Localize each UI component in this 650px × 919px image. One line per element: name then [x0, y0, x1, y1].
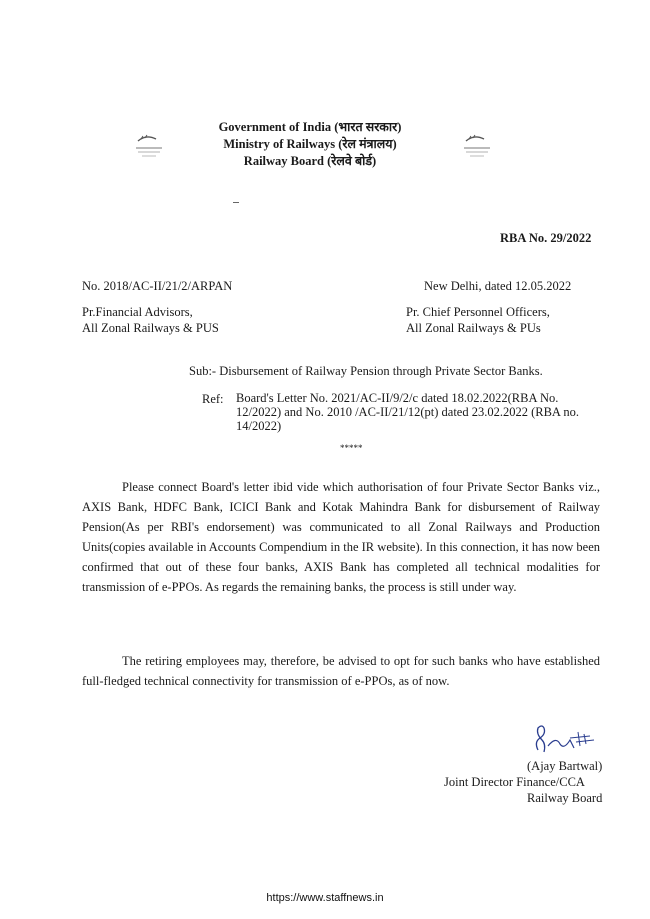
addressee-left-line: Pr.Financial Advisors, [82, 305, 193, 319]
letterhead [200, 119, 420, 170]
addressee-right-line: All Zonal Railways & PUs [406, 321, 541, 335]
place-date: New Delhi, dated 12.05.2022 [424, 279, 572, 293]
reference-text: Board's Letter No. 2021/AC-II/9/2/c dated 18.02.2022(RBA No. 12/2022) and No. 2010 /AC-II/21/12(pt) dated 23.02.2022 (RBA no. 14/2022) [236, 391, 580, 433]
signatory-designation: Joint Director Finance/CCA [444, 775, 585, 789]
letter-number: No. 2018/AC-II/21/2/ARPAN [82, 279, 233, 293]
rba-number: RBA No. 29/2022 [500, 231, 592, 245]
letterhead-government: Government of India (भारत सरकार) [218, 120, 402, 134]
letterhead-ministry: Ministry of Railways (रेल मंत्रालय) [223, 137, 397, 151]
letterhead-board: Railway Board (रेलवे बोर्ड) [243, 154, 377, 168]
signatory-name: (Ajay Bartwal) [527, 759, 603, 773]
subject-line: Sub:- Disbursement of Railway Pension through Private Sector Banks. [189, 364, 543, 378]
stray-mark [233, 202, 239, 203]
addressee-right-line: Pr. Chief Personnel Officers, [406, 305, 550, 319]
indian-railways-logo-icon [460, 132, 494, 162]
body-paragraph: Please connect Board's letter ibid vide which authorisation of four Private Sector Banks viz., AXIS Bank, HDFC Bank, ICICI Bank and Kotak Mahindra Bank for disbursement of Railway Pension(As per RBI's endorsement) was communicated to all Zonal Railways and Production Units(copies available in Accounts Compendium in the IR website). In this connection, it has now been confirmed that out of these four banks, AXIS Bank has completed all technical modalities for transmission of e-PPOs. As regards the remaining banks, the process is still under way. [82, 480, 600, 594]
addressee-left [82, 304, 219, 336]
footer-url: https://www.staffnews.in [266, 892, 384, 904]
handwritten-signature-icon [530, 722, 600, 763]
separator-stars: ***** [340, 443, 363, 453]
addressee-right [406, 304, 550, 336]
addressee-left-line: All Zonal Railways & PUS [82, 321, 219, 335]
signatory-office: Railway Board [527, 791, 603, 805]
reference-label: Ref: [202, 392, 224, 406]
indian-railways-logo-icon [132, 132, 166, 162]
body-paragraph: The retiring employees may, therefore, be advised to opt for such banks who have established full-fledged technical connectivity for transmission of e-PPOs, as of now. [82, 654, 600, 688]
